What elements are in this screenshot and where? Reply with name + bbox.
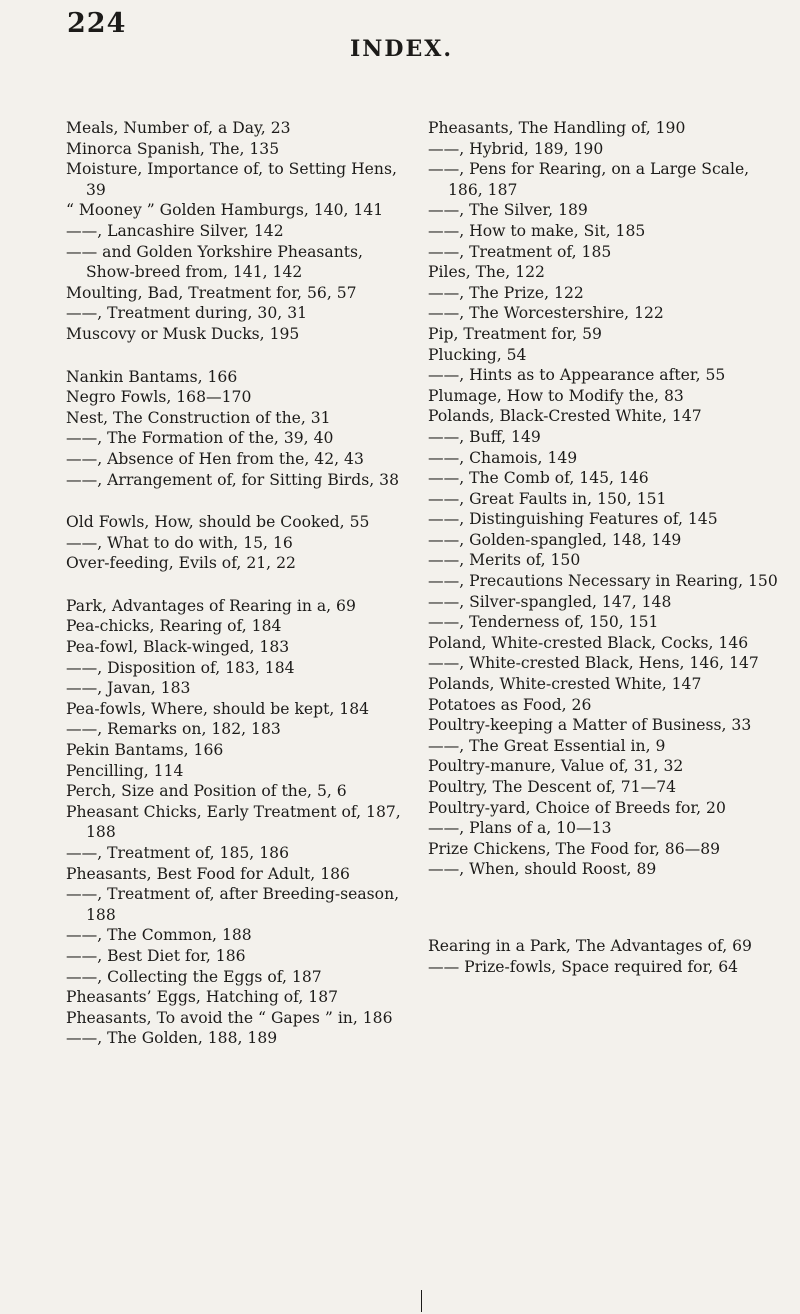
- index-entry: Pheasants, To avoid the “ Gapes ” in, 186: [66, 1008, 393, 1027]
- index-entry: ——, What to do with, 15, 16: [66, 533, 293, 552]
- index-entry: Nankin Bantams, 166: [66, 367, 238, 386]
- index-entry: ——, The Prize, 122: [428, 283, 584, 302]
- index-entry: ——, Collecting the Eggs of, 187: [66, 967, 322, 986]
- index-entry: ——, Hints as to Appearance after, 55: [428, 366, 726, 385]
- index-entry: Moulting, Bad, Treatment for, 56, 57: [66, 283, 357, 302]
- index-entry: ——, The Great Essential in, 9: [428, 736, 666, 755]
- index-entry: Polands, White-crested White, 147: [428, 675, 702, 694]
- index-entry: ——, Treatment of, 185: [428, 242, 612, 261]
- index-entry: ——, Javan, 183: [66, 679, 191, 698]
- index-entry: Pencilling, 114: [66, 761, 184, 780]
- index-entry: Pea-chicks, Rearing of, 184: [66, 617, 282, 636]
- section-gap: [66, 345, 412, 367]
- index-entry: ——, The Worcestershire, 122: [428, 304, 664, 323]
- index-entry: ——, The Formation of the, 39, 40: [66, 429, 334, 448]
- index-entry: Plucking, 54: [428, 345, 527, 364]
- index-entry: Pea-fowls, Where, should be kept, 184: [66, 699, 370, 718]
- index-entry: ——, Treatment during, 30, 31: [66, 304, 308, 323]
- section-gap: [428, 880, 780, 936]
- index-entry: ——, Remarks on, 182, 183: [66, 720, 281, 739]
- index-entry: ——, Buff, 149: [428, 427, 541, 446]
- index-entry: Poultry-yard, Choice of Breeds for, 20: [428, 798, 726, 817]
- section-gap: [66, 490, 412, 512]
- index-entry: ——, Distinguishing Features of, 145: [428, 510, 718, 529]
- index-entry: ——, Great Faults in, 150, 151: [428, 489, 667, 508]
- index-entry: Over-feeding, Evils of, 21, 22: [66, 554, 296, 573]
- index-entry: ——, Tenderness of, 150, 151: [428, 613, 659, 632]
- index-entry: —— and Golden Yorkshire Pheasants, Show-breed from, 141, 142: [66, 242, 363, 282]
- index-entry: ——, Silver-spangled, 147, 148: [428, 592, 672, 611]
- index-entry: ——, Merits of, 150: [428, 551, 581, 570]
- index-entry: ——, How to make, Sit, 185: [428, 221, 646, 240]
- index-entry: ——, Arrangement of, for Sitting Birds, 38: [66, 470, 400, 489]
- index-entry: Polands, Black-Crested White, 147: [428, 407, 702, 426]
- index-entry: Moisture, Importance of, to Setting Hens, 39: [66, 160, 397, 199]
- index-entry: ——, When, should Roost, 89: [428, 860, 657, 879]
- index-entry: ——, Plans of a, 10—13: [428, 819, 612, 838]
- index-entry: Negro Fowls, 168—170: [66, 388, 252, 407]
- index-entry: Pheasants’ Eggs, Hatching of, 187: [66, 988, 339, 1007]
- index-entry: Poultry, The Descent of, 71—74: [428, 778, 677, 796]
- index-entry: ——, White-crested Black, Hens, 146, 147: [428, 654, 759, 673]
- index-entry: Rearing in a Park, The Advantages of, 69: [428, 936, 752, 955]
- index-entry: Prize Chickens, The Food for, 86—89: [428, 839, 721, 858]
- index-entry: Piles, The, 122: [428, 263, 545, 282]
- index-entry: ——, Precautions Necessary in Rearing, 150: [428, 572, 778, 591]
- index-entry: Poultry-keeping a Matter of Business, 33: [428, 716, 752, 735]
- index-entry: ——, Disposition of, 183, 184: [66, 658, 295, 677]
- index-entry: Potatoes as Food, 26: [428, 695, 592, 714]
- index-entry: Meals, Number of, a Day, 23: [66, 119, 291, 137]
- page-number: 224: [67, 8, 127, 39]
- index-column-right: [428, 118, 780, 977]
- index-entry: ——, The Golden, 188, 189: [66, 1029, 278, 1048]
- index-entry: Muscovy or Musk Ducks, 195: [66, 324, 300, 343]
- index-entry: Pea-fowl, Black-winged, 183: [66, 638, 290, 657]
- index-entry: Pheasants, Best Food for Adult, 186: [66, 864, 350, 883]
- column-rule: [421, 1290, 422, 1312]
- index-entry: ——, Hybrid, 189, 190: [428, 139, 604, 158]
- index-entry: Plumage, How to Modify the, 83: [428, 386, 684, 405]
- index-entry: ——, Absence of Hen from the, 42, 43: [66, 449, 364, 468]
- index-entry: Perch, Size and Position of the, 5, 6: [66, 782, 347, 801]
- index-entry: ——, Lancashire Silver, 142: [66, 221, 284, 240]
- index-entry: ——, Pens for Rearing, on a Large Scale, 186, 187: [428, 160, 750, 199]
- index-entry: Nest, The Construction of the, 31: [66, 408, 331, 427]
- index-column-left: [66, 118, 412, 1049]
- index-entry: ——, Best Diet for, 186: [66, 946, 246, 965]
- index-entry: Old Fowls, How, should be Cooked, 55: [66, 513, 370, 532]
- index-entry: Pheasants, The Handling of, 190: [428, 119, 686, 137]
- index-entry: Poland, White-crested Black, Cocks, 146: [428, 633, 749, 652]
- index-entry: Poultry-manure, Value of, 31, 32: [428, 757, 684, 776]
- index-entry: ——, Treatment of, after Breeding-season, 188: [66, 885, 400, 924]
- index-entry: ——, The Silver, 189: [428, 201, 588, 220]
- index-entry: Pekin Bantams, 166: [66, 741, 224, 760]
- index-entry: Pip, Treatment for, 59: [428, 324, 602, 343]
- index-entry: Minorca Spanish, The, 135: [66, 139, 280, 158]
- index-entry: ——, Golden-spangled, 148, 149: [428, 530, 682, 549]
- index-entry: ——, Treatment of, 185, 186: [66, 844, 289, 862]
- index-entry: ——, The Comb of, 145, 146: [428, 469, 649, 488]
- index-entry: Park, Advantages of Rearing in a, 69: [66, 596, 356, 615]
- running-head: INDEX.: [350, 36, 453, 62]
- section-gap: [66, 574, 412, 596]
- index-entry: “ Mooney ” Golden Hamburgs, 140, 141: [66, 201, 384, 220]
- index-entry: ——, The Common, 188: [66, 926, 252, 945]
- index-entry: ——, Chamois, 149: [428, 448, 578, 467]
- index-entry: —— Prize-fowls, Space required for, 64: [428, 957, 739, 976]
- index-entry: Pheasant Chicks, Early Treatment of, 187, 188: [66, 802, 401, 842]
